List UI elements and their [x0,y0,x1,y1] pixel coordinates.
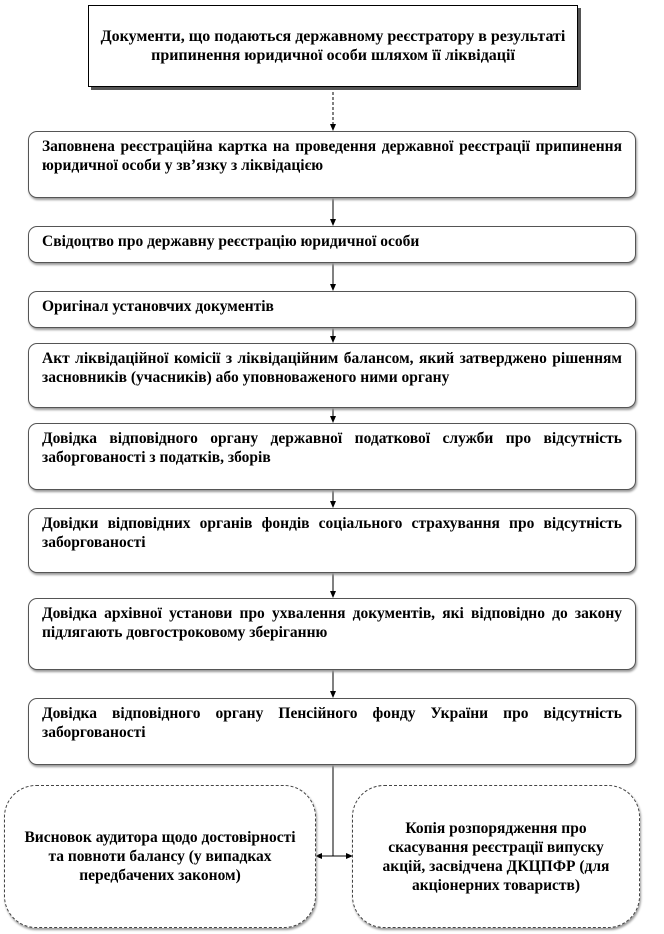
step-1-text: Заповнена реєстраційна картка на проведення державної реєстрації припинення юридичної особи у зв’язку з ліквідацією [42,138,622,174]
step-2 [28,226,636,263]
step-8 [28,698,636,765]
step-7-text: Довідка архівної установи про ухвалення документів, які відповідно до закону підлягають довгостроковому зберіганню [42,605,622,641]
side-box-left-text: Висновок аудитора щодо достовірності та повноти балансу (у випадках передбачених законом) [24,829,296,884]
step-3-text: Оригінал установчих документів [42,298,274,315]
side-box-right [352,785,640,928]
step-4 [28,343,636,408]
step-3 [28,291,636,328]
side-box-left [4,785,316,928]
step-8-text: Довідка відповідного органу Пенсійного фонду України про відсутність заборгованості [42,705,622,741]
step-1 [28,131,636,198]
step-6-text: Довідки відповідних органів фондів соціального страхування про відсутність заборгованості [42,515,622,551]
step-5 [28,423,636,490]
step-6 [28,508,636,573]
step-5-text: Довідка відповідного органу державної податкової служби про відсутність заборгованості з податків, зборів [42,430,622,466]
step-2-text: Свідоцтво про державну реєстрацію юридичної особи [42,233,420,250]
step-7 [28,598,636,670]
side-box-right-text: Копія розпорядження про скасування реєстрації випуску акцій, засвідчена ДКЦПФР (для акціонерних товариств) [382,819,610,894]
step-4-text: Акт ліквідаційної комісії з ліквідаційним балансом, який затверджено рішенням засновників (учасників) або уповноваженого ними органу [42,350,622,386]
diagram-title [88,5,578,87]
diagram-title-text: Документи, що подаються державному реєстратору в результаті припинення юридичної особи шляхом її ліквідації [100,28,566,64]
